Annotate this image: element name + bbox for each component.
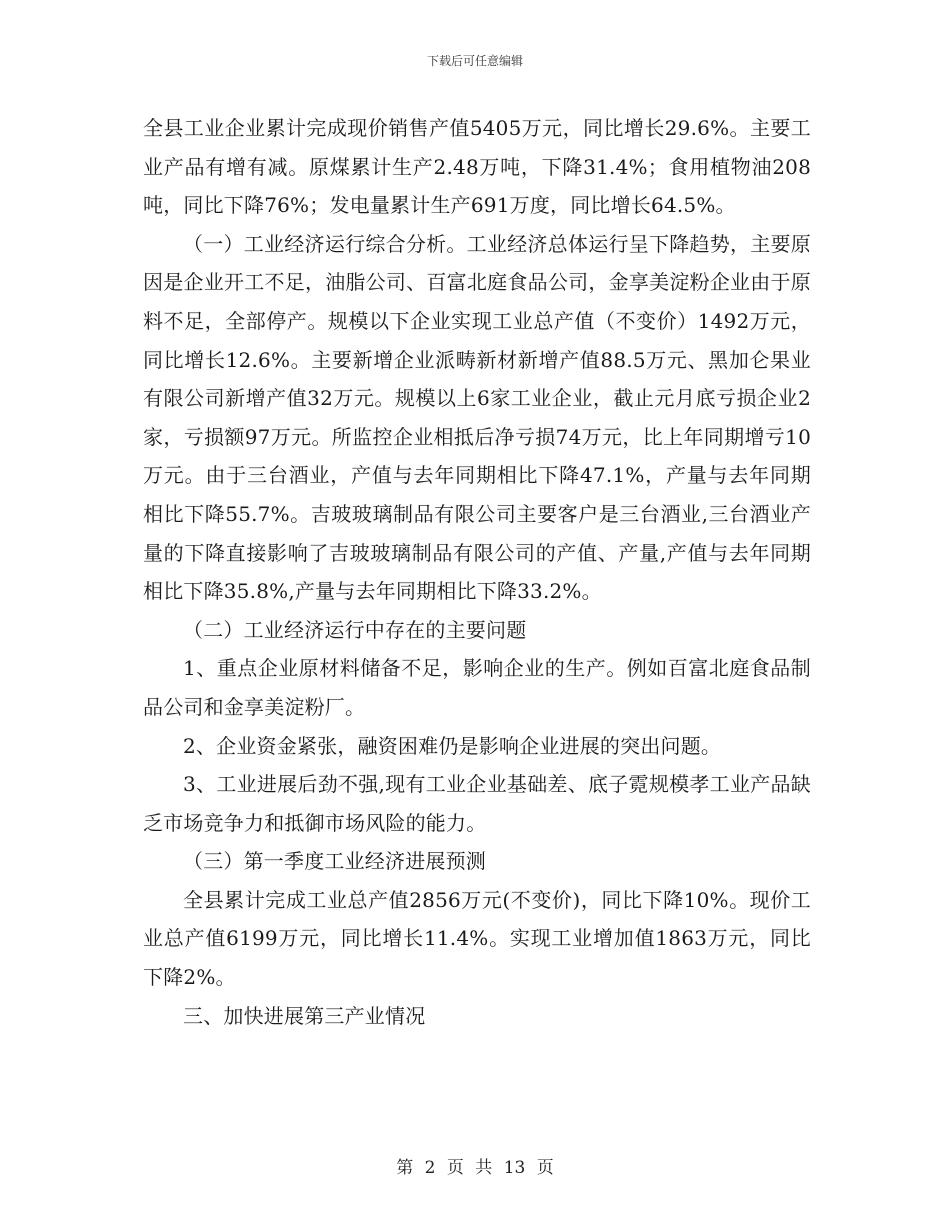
section-heading-2: （二）工业经济运行中存在的主要问题 <box>183 617 527 642</box>
list-item-1: 1、重点企业原材料储备不足，影响企业的生产。例如百富北庭食品制品公司和金享美淀粉厂。 <box>143 656 811 719</box>
paragraph-1: 全县工业企业累计完成现价销售产值5405万元，同比增长29.6%。主要工业产品有增有减。原煤累计生产2.48万吨，下降31.4%；食用植物油208吨，同比下降76%；发电量累计生产691万度，同比增长64.5%。 <box>143 116 811 218</box>
section-heading-main-3: 三、加快进展第三产业情况 <box>183 1003 426 1028</box>
paragraph-2: （一）工业经济运行综合分析。工业经济总体运行呈下降趋势，主要原因是企业开工不足，油脂公司、百富北庭食品公司，金享美淀粉企业由于原料不足，全部停产。规模以下企业实现工业总产值（不变价）1492万元，同比增长12.6%。主要新增企业派畴新材新增产值88.5万元、黑加仑果业有限公司新增产值32万元。规模以上6家工业企业，截止元月底亏损企业2家，亏损额97万元。所监控企业相抵后净亏损74万元，比上年同期增亏10万元。由于三台酒业，产值与去年同期相比下降47.1%，产量与去年同期相比下降55.7%。吉玻玻璃制品有限公司主要客户是三台酒业,三台酒业产量的下降直接影响了吉玻玻璃制品有限公司的产值、产量,产值与去年同期相比下降35.8%,产量与去年同期相比下降33.2%。 <box>143 231 811 604</box>
page-number: 第 2 页 共 13 页 <box>396 1158 554 1178</box>
section-heading-3: （三）第一季度工业经济进展预测 <box>183 849 486 874</box>
paragraph-forecast: 全县累计完成工业总产值2856万元(不变价)，同比下降10%。现价工业总产值6199万元，同比增长11.4%。实现工业增加值1863万元，同比下降2%。 <box>143 887 811 990</box>
list-item-3: 3、工业进展后劲不强,现有工业企业基础差、底子霓规模孝工业产品缺乏市场竞争力和抵御市场风险的能力。 <box>143 772 811 835</box>
page-header-note: 下载后可任意编辑 <box>426 54 523 68</box>
document-body <box>143 109 811 1035</box>
list-item-2: 2、企业资金紧张，融资困难仍是影响企业进展的突出问题。 <box>183 733 722 758</box>
